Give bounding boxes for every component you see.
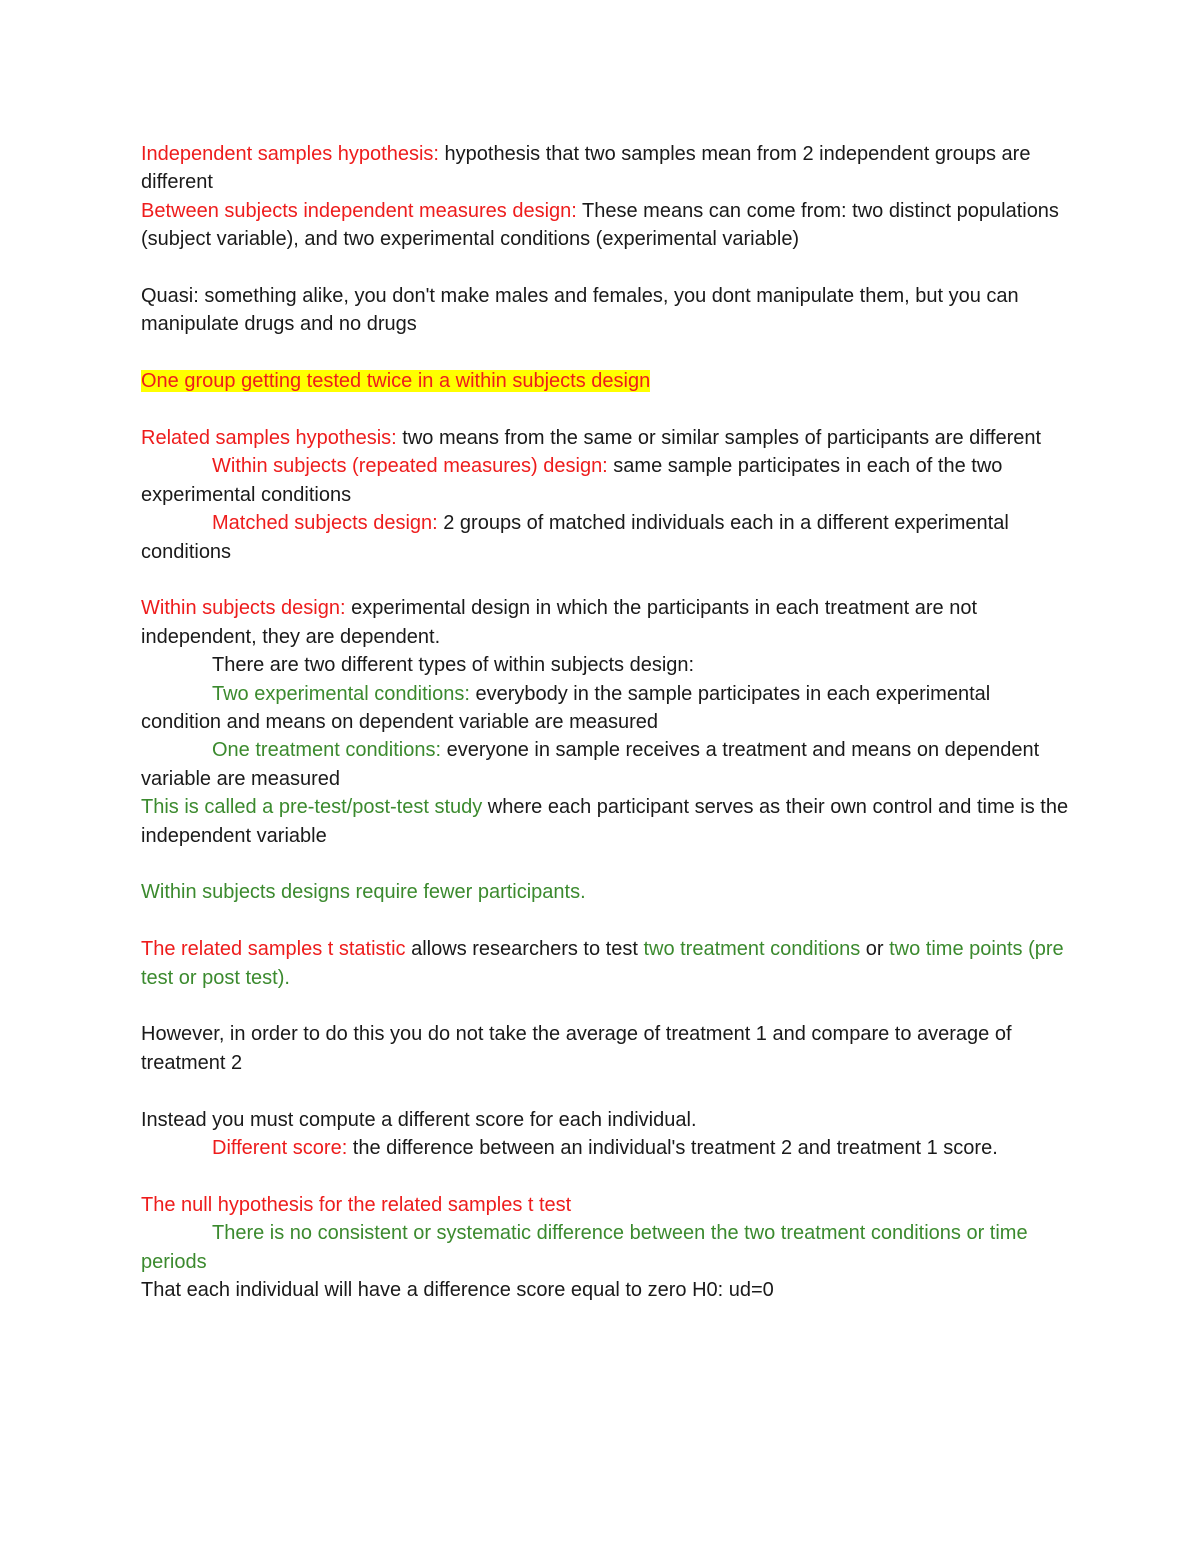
paragraph-independent-samples-hypothesis <box>141 140 1071 197</box>
definition-text: hypothesis that two samples mean from 2 independent groups are different <box>141 143 1031 194</box>
paragraph-within-subjects-design <box>141 594 1071 651</box>
paragraph-highlighted-note <box>141 367 1071 395</box>
term-label: The related samples t statistic <box>141 938 406 961</box>
term-label: Within subjects design: <box>141 597 346 620</box>
paragraph-difference-score-zero <box>141 1276 1071 1304</box>
definition-text: where each participant serves as their own control and time is the independent variable <box>141 796 1069 847</box>
body-text: or <box>860 938 890 961</box>
body-text: There are two different types of within subjects design: <box>212 654 695 677</box>
term-label: Matched subjects design: <box>212 512 438 535</box>
paragraph-within-subjects-repeated <box>141 452 1071 509</box>
paragraph-two-types <box>141 651 1071 679</box>
paragraph-pre-post-test <box>141 793 1071 850</box>
blank-line <box>141 850 1071 878</box>
green-phrase: two time points (pre test or post test). <box>141 938 1064 989</box>
body-text: Instead you must compute a different score for each individual. <box>141 1108 697 1131</box>
definition-text: the difference between an individual's treatment 2 and treatment 1 score. <box>347 1137 998 1160</box>
paragraph-two-experimental-conditions <box>141 680 1071 737</box>
body-text: allows researchers to test <box>405 938 644 961</box>
body-text: That each individual will have a difference score equal to zero H0: ud=0 <box>141 1279 774 1302</box>
green-note: There is no consistent or systematic difference between the two treatment conditions or time periods <box>141 1222 1028 1273</box>
blank-line <box>141 396 1071 424</box>
paragraph-matched-subjects <box>141 509 1071 566</box>
definition-text: same sample participates in each of the two experimental conditions <box>141 455 1003 506</box>
body-text: However, in order to do this you do not take the average of treatment 1 and compare to average of treatment 2 <box>141 1023 1012 1074</box>
definition-text: experimental design in which the participants in each treatment are not independent, they are dependent. <box>141 597 978 648</box>
blank-line <box>141 1163 1071 1191</box>
blank-line <box>141 254 1071 282</box>
term-label: This is called a pre-test/post-test study <box>141 796 483 819</box>
paragraph-quasi <box>141 282 1071 339</box>
green-note: Within subjects designs require fewer participants. <box>141 881 586 904</box>
paragraph-however <box>141 1020 1071 1077</box>
paragraph-null-hypothesis-heading <box>141 1191 1071 1219</box>
definition-text: 2 groups of matched individuals each in a different experimental conditions <box>141 512 1009 563</box>
paragraph-no-consistent-difference <box>141 1219 1071 1276</box>
definition-text: everyone in sample receives a treatment and means on dependent variable are measured <box>141 739 1040 790</box>
term-label: Independent samples hypothesis: <box>141 143 439 165</box>
term-label: Two experimental conditions: <box>212 682 470 705</box>
blank-line <box>141 992 1071 1020</box>
term-label: The null hypothesis for the related samples t test <box>141 1193 572 1216</box>
notes-body <box>141 140 1071 1305</box>
highlighted-text: One group getting tested twice in a within subjects design <box>141 370 651 393</box>
term-label: Within subjects (repeated measures) design: <box>212 455 608 478</box>
paragraph-related-samples-t-statistic <box>141 935 1071 992</box>
green-phrase: two treatment conditions <box>643 938 861 961</box>
body-text: Quasi: something alike, you don't make males and females, you dont manipulate them, but you can manipulate drugs and no drugs <box>141 285 1019 336</box>
term-label: Related samples hypothesis: <box>141 427 397 450</box>
paragraph-one-treatment-conditions <box>141 736 1071 793</box>
term-label: Different score: <box>212 1137 348 1160</box>
paragraph-between-subjects-design <box>141 197 1071 254</box>
definition-text: These means can come from: two distinct populations (subject variable), and two experimental conditions (experimental variable) <box>141 199 1059 251</box>
paragraph-instead <box>141 1106 1071 1134</box>
paragraph-different-score <box>141 1134 1071 1162</box>
blank-line <box>141 566 1071 594</box>
paragraph-fewer-participants <box>141 878 1071 906</box>
blank-line <box>141 907 1071 935</box>
paragraph-related-samples-hypothesis <box>141 424 1071 452</box>
definition-text: everybody in the sample participates in each experimental condition and means on dependent variable are measured <box>141 682 991 734</box>
blank-line <box>141 339 1071 367</box>
term-label: Between subjects independent measures design: <box>141 199 577 222</box>
definition-text: two means from the same or similar samples of participants are different <box>396 427 1042 450</box>
term-label: One treatment conditions: <box>212 739 442 762</box>
blank-line <box>141 1077 1071 1105</box>
